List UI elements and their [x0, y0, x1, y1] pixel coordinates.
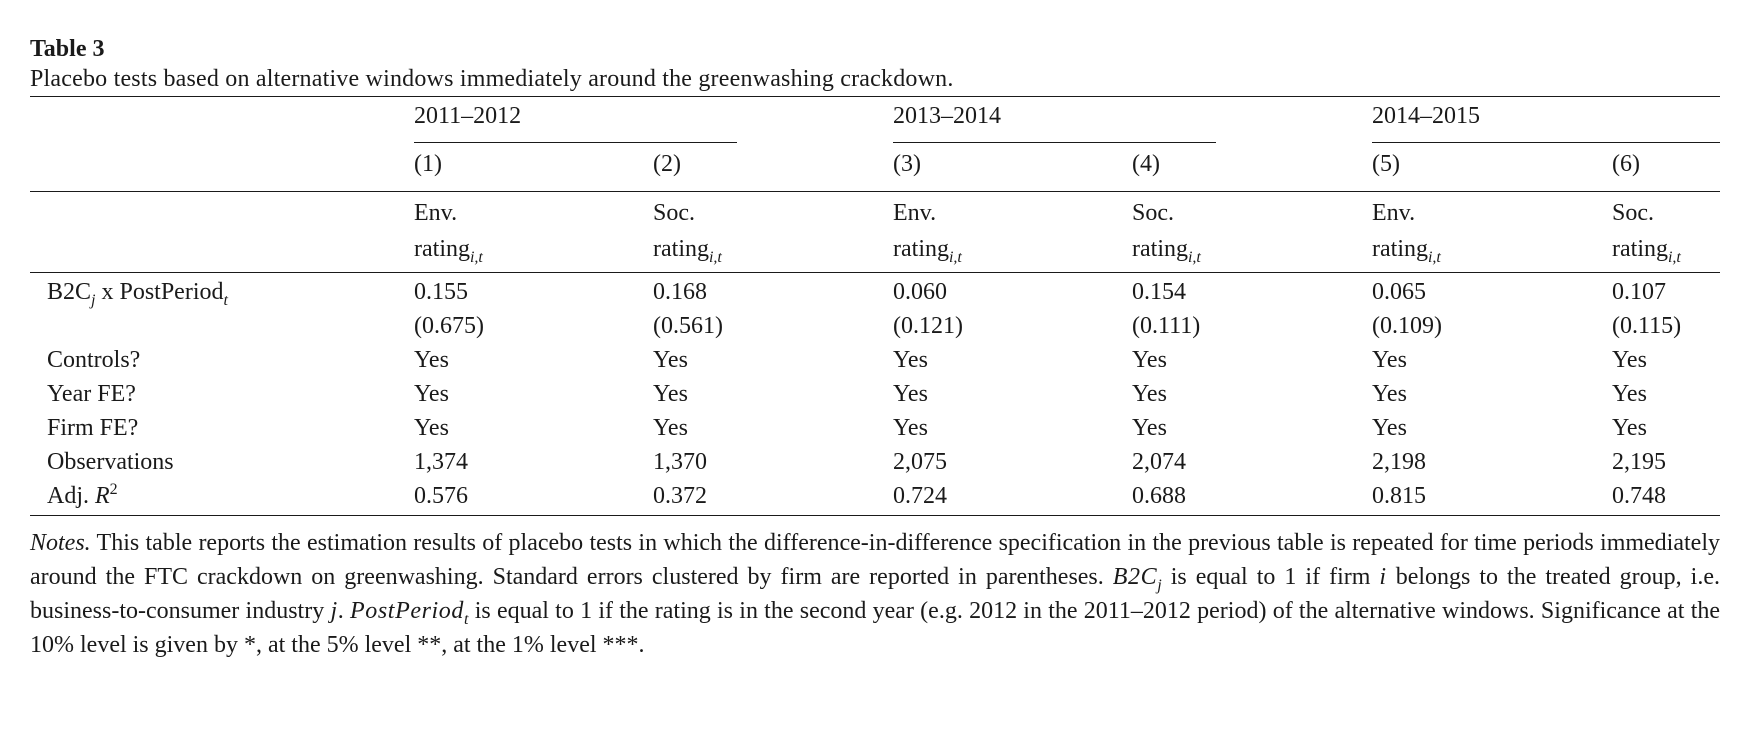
- table-cell: 0.688: [1132, 483, 1186, 509]
- column-type: Soc.: [653, 200, 695, 226]
- coefficient-cell: 0.060: [893, 279, 947, 305]
- table-row-year-fe: [30, 375, 1720, 409]
- table-row-adj-r2: [30, 477, 1720, 515]
- table-cell: Yes: [1612, 415, 1647, 441]
- period-header-3: 2014–2015: [1372, 103, 1480, 129]
- table-cell: Yes: [414, 415, 449, 441]
- table-cell: 0.748: [1612, 483, 1666, 509]
- column-type: Env.: [414, 200, 458, 226]
- table-cell: 2,075: [893, 449, 947, 475]
- table-cell: Yes: [893, 347, 928, 373]
- row-label: Controls?: [47, 347, 141, 373]
- column-rating: rating$_{i,t}$: [1372, 236, 1441, 266]
- table-container: [30, 34, 1720, 686]
- column-rating: rating$_{i,t}$: [414, 236, 483, 266]
- coefficient-cell: 0.168: [653, 279, 707, 305]
- table-cell: 0.372: [653, 483, 707, 509]
- column-number: (5): [1372, 151, 1400, 177]
- column-number: (1): [414, 151, 442, 177]
- column-number: (3): [893, 151, 921, 177]
- period-header-2: 2013–2014: [893, 103, 1001, 129]
- period-header-1: 2011–2012: [414, 103, 522, 129]
- table-row-interaction: [30, 273, 1720, 307]
- std-error-cell: (0.111): [1132, 313, 1201, 339]
- table-cell: Yes: [1132, 381, 1167, 407]
- table-cell: Yes: [653, 347, 688, 373]
- std-error-cell: (0.561): [653, 313, 723, 339]
- coefficient-cell: 0.154: [1132, 279, 1186, 305]
- table-cell: Yes: [1132, 347, 1167, 373]
- column-rating: rating$_{i,t}$: [1612, 236, 1681, 266]
- column-number: (6): [1612, 151, 1640, 177]
- table-row-observations: [30, 443, 1720, 477]
- table-cell: Yes: [893, 415, 928, 441]
- table-cell: Yes: [1612, 381, 1647, 407]
- table-label: Table 3: [30, 36, 105, 62]
- column-number: (2): [653, 151, 681, 177]
- column-number-row: [30, 143, 1720, 191]
- coefficient-cell: 0.107: [1612, 279, 1666, 305]
- table-cell: 1,370: [653, 449, 707, 475]
- table-cell: Yes: [893, 381, 928, 407]
- table-cell: 0.576: [414, 483, 468, 509]
- table-cell: 2,198: [1372, 449, 1426, 475]
- table-cell: Yes: [1372, 381, 1407, 407]
- column-number: (4): [1132, 151, 1160, 177]
- column-type: Env.: [1372, 200, 1416, 226]
- row-label: Year FE?: [47, 381, 136, 407]
- column-type: Env.: [893, 200, 937, 226]
- table-notes: Notes. This table reports the estimation results of placebo tests in which the difference-in-difference specification in the previous table is repeated for time periods immediately around the FTC crackdown on greenwashing. Standard errors clustered by firm are reported in parentheses. $B2C_j$ is equal to 1 if firm i belongs to the treated group, i.e. business-to-consumer industry j. PostPeriod$_t$ is equal to 1 if the rating is in the second year (e.g. 2012 in the 2011–2012 period) of the alternative windows. Significance at the 10% level is given by *, at the 5% level **, at the 1% level ***.: [30, 530, 1721, 658]
- column-rating: rating$_{i,t}$: [893, 236, 962, 266]
- table-cell: Yes: [1132, 415, 1167, 441]
- table-cell: Yes: [653, 381, 688, 407]
- table-caption: Placebo tests based on alternative windows immediately around the greenwashing crackdown.: [30, 66, 954, 92]
- row-label: Observations: [47, 449, 174, 475]
- table-cell: 0.724: [893, 483, 947, 509]
- coefficient-cell: 0.065: [1372, 279, 1426, 305]
- table-row-controls: [30, 341, 1720, 375]
- column-rating: rating$_{i,t}$: [653, 236, 722, 266]
- table-cell: Yes: [1612, 347, 1647, 373]
- bottom-rule: [30, 515, 1720, 516]
- table-cell: 0.815: [1372, 483, 1426, 509]
- table-cell: Yes: [653, 415, 688, 441]
- std-error-cell: (0.121): [893, 313, 963, 339]
- std-error-cell: (0.109): [1372, 313, 1442, 339]
- row-label: Adj. $R^2$: [47, 481, 118, 509]
- table-cell: Yes: [414, 347, 449, 373]
- table-row-std-errors: [30, 307, 1720, 341]
- column-rating: rating$_{i,t}$: [1132, 236, 1201, 266]
- table-cell: Yes: [1372, 415, 1407, 441]
- table-cell: 2,074: [1132, 449, 1186, 475]
- row-label: $B2C_j$ x PostPeriod$_t$: [47, 279, 228, 309]
- column-label-row: [30, 192, 1720, 272]
- table-row-firm-fe: [30, 409, 1720, 443]
- table-cell: Yes: [414, 381, 449, 407]
- coefficient-cell: 0.155: [414, 279, 468, 305]
- row-label: Firm FE?: [47, 415, 139, 441]
- table-cell: 1,374: [414, 449, 468, 475]
- std-error-cell: (0.675): [414, 313, 484, 339]
- table-cell: 2,195: [1612, 449, 1666, 475]
- column-type: Soc.: [1132, 200, 1174, 226]
- column-type: Soc.: [1612, 200, 1654, 226]
- period-header-row: [30, 97, 1720, 143]
- table-cell: Yes: [1372, 347, 1407, 373]
- std-error-cell: (0.115): [1612, 313, 1682, 339]
